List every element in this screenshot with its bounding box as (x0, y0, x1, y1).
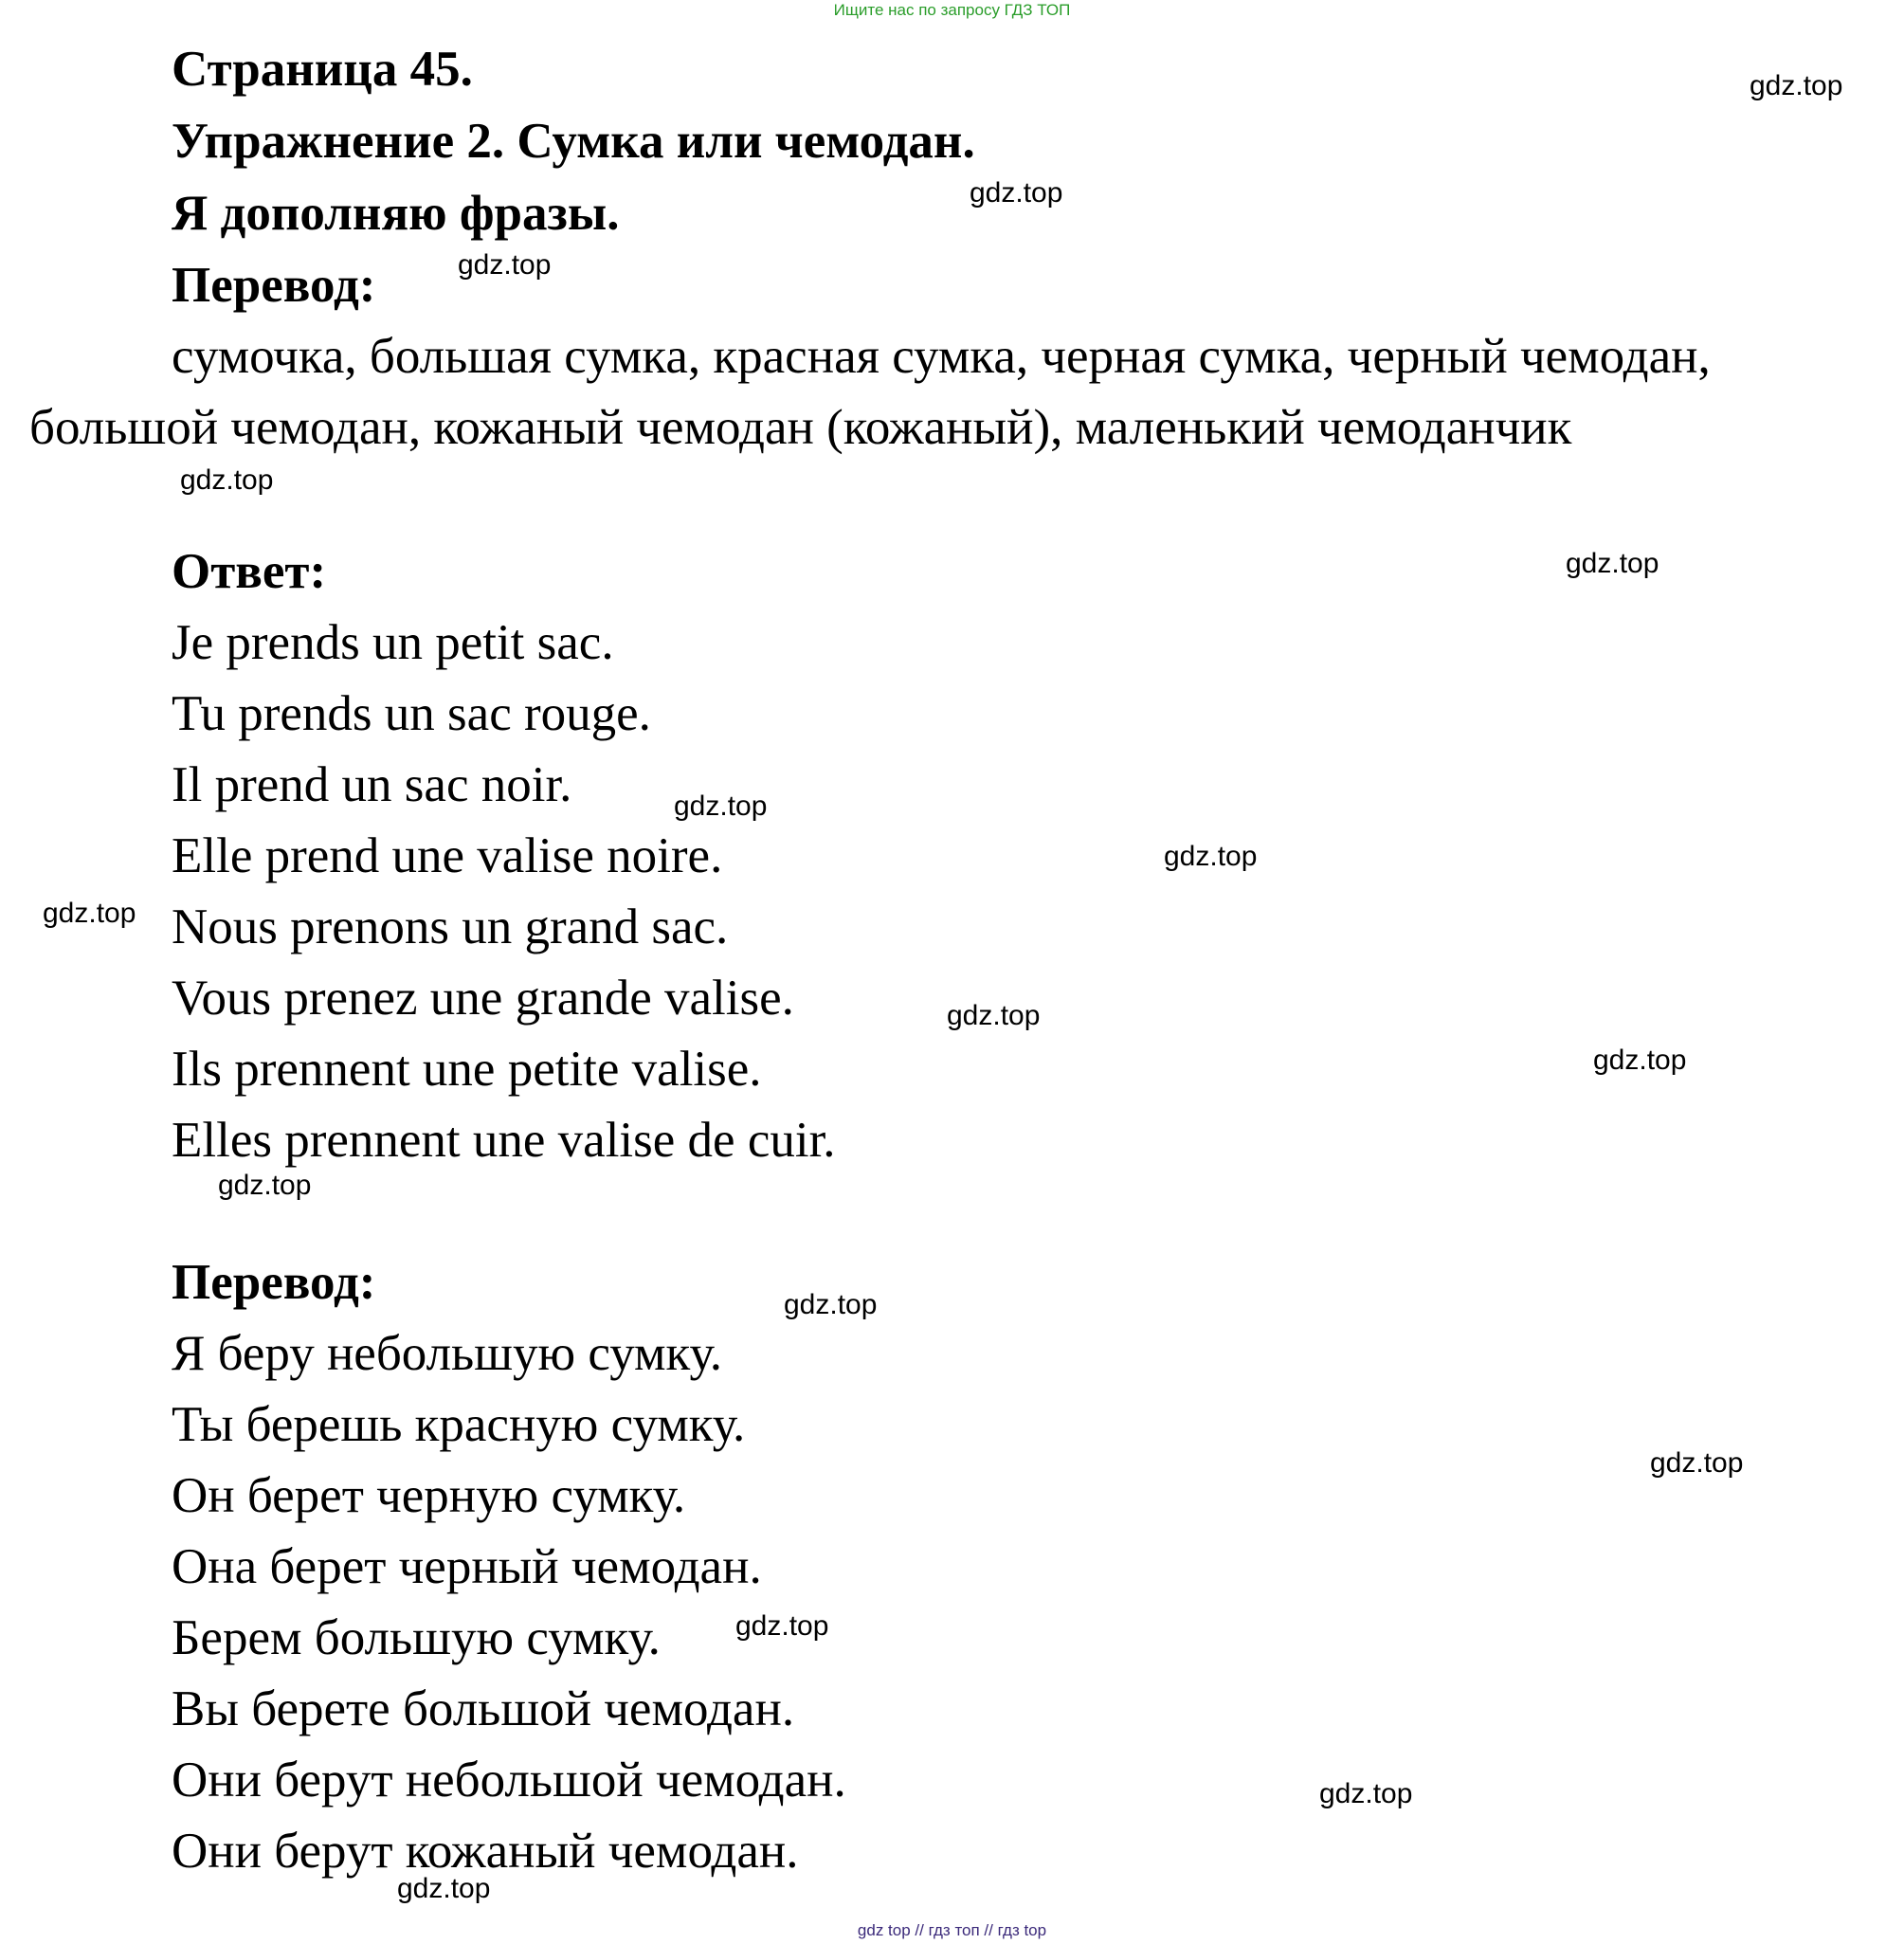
answer-line: Elles prennent une valise de cuir. (172, 1113, 836, 1168)
page-title: Страница 45. (172, 42, 473, 97)
watermark: gdz.top (1164, 841, 1258, 872)
watermark: gdz.top (970, 177, 1063, 209)
translation-line: Он берет черную сумку. (172, 1468, 686, 1523)
vocabulary-line-2: большой чемодан, кожаный чемодан (кожаный), маленький чемоданчик (29, 400, 1572, 455)
translation-line: Они берут кожаный чемодан. (172, 1824, 799, 1879)
exercise-title: Упражнение 2. Сумка или чемодан. (172, 114, 975, 169)
watermark: gdz.top (180, 464, 274, 496)
answer-line: Il prend un sac noir. (172, 757, 572, 812)
answer-line: Nous prenons un grand sac. (172, 899, 729, 954)
translation-line: Ты берешь красную сумку. (172, 1397, 746, 1452)
watermark: gdz.top (1566, 548, 1659, 579)
answer-line: Tu prends un sac rouge. (172, 686, 651, 741)
translation-heading-1: Перевод: (172, 258, 376, 313)
translation-line: Берем большую сумку. (172, 1610, 661, 1665)
answer-line: Je prends un petit sac. (172, 615, 614, 670)
watermark: gdz.top (458, 249, 552, 281)
watermark: gdz.top (784, 1289, 878, 1320)
answer-line: Ils prennent une petite valise. (172, 1042, 762, 1097)
translation-line: Она берет черный чемодан. (172, 1539, 762, 1594)
translation-line: Вы берете большой чемодан. (172, 1681, 795, 1736)
watermark: gdz.top (947, 1000, 1041, 1031)
watermark: gdz.top (735, 1610, 829, 1642)
watermark: gdz.top (674, 790, 768, 822)
answer-line: Elle prend une valise noire. (172, 828, 723, 883)
watermark: gdz.top (218, 1170, 312, 1201)
answer-line: Vous prenez une grande valise. (172, 971, 794, 1026)
translation-line: Они берут небольшой чемодан. (172, 1753, 846, 1808)
watermark: gdz.top (1750, 70, 1843, 101)
watermark: gdz.top (1593, 1045, 1687, 1076)
top-banner: Ищите нас по запросу ГДЗ ТОП (833, 1, 1071, 19)
watermark: gdz.top (1650, 1447, 1744, 1479)
watermark: gdz.top (397, 1873, 491, 1904)
translation-heading-2: Перевод: (172, 1255, 376, 1310)
task-title: Я дополняю фразы. (172, 186, 620, 241)
translation-line: Я беру небольшую сумку. (172, 1326, 722, 1381)
footer: gdz top // гдз топ // гдз top (857, 1921, 1047, 1939)
watermark: gdz.top (1319, 1778, 1413, 1809)
watermark: gdz.top (43, 898, 136, 929)
answer-heading: Ответ: (172, 544, 327, 599)
vocabulary-line-1: сумочка, большая сумка, красная сумка, черная сумка, черный чемодан, (172, 329, 1711, 384)
